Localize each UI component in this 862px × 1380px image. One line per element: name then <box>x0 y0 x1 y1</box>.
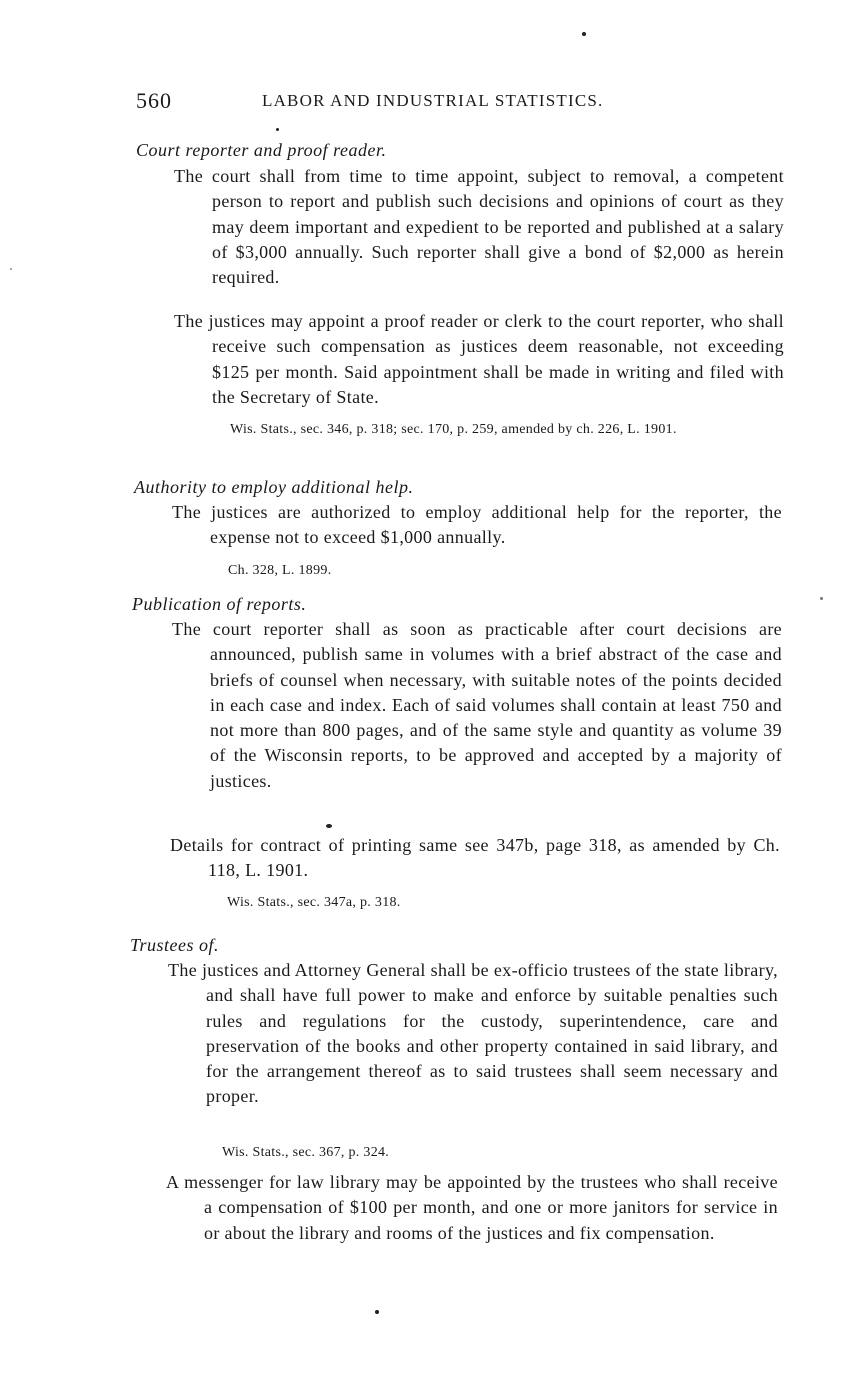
citation-court-reporter <box>230 420 786 439</box>
paragraph-printing-contract: Details for contract of printing same see 347b, page 318, as amended by Ch. 118, L. 1901. <box>170 835 780 881</box>
paragraph-proof-reader: The justices may appoint a proof reader or clerk to the court reporter, who shall receive such compensation as justices deem reasonable, not exceeding $125 per month. Said appointment shall be made in writing and filed with the Secretary of State. <box>174 311 784 407</box>
paragraph-publication: The court reporter shall as soon as practicable after court decisions are announced, publish same in volumes with a brief abstract of the case and briefs of counsel when necessary, with suitable notes of the points decided in each case and index. Each of said volumes shall contain at least 750 and not more than 800 pages, and of the same style and quantity as volume 39 of the Wisconsin reports, to be approved and accepted by a majority of justices. <box>172 619 782 791</box>
paragraph-additional-help: The justices are authorized to employ additional help for the reporter, the expense not to exceed $1,000 annually. <box>172 502 782 548</box>
scan-speck <box>820 597 823 600</box>
scan-speck <box>276 128 279 131</box>
section-title-additional-help: Authority to employ additional help. <box>134 477 414 497</box>
section-title-court-reporter: Court reporter and proof reader. <box>136 140 387 160</box>
scan-speck <box>582 32 586 36</box>
page-number: 560 <box>136 88 172 113</box>
paragraph-reporter-appointment: The court shall from time to time appoint, subject to removal, a competent person to report and publish such decisions and opinions of court as they may deem important and expedient to be reported and published at a salary of $3,000 annually. Such reporter shall give a bond of $2,000 as herein required. <box>174 166 784 288</box>
section-title-publication: Publication of reports. <box>132 594 307 614</box>
citation-trustees: Wis. Stats., sec. 367, p. 324. <box>222 1145 390 1160</box>
citation-text: Wis. Stats., sec. 346, p. 318; sec. 170, p. 259, amended by ch. 226, L. 1901. <box>230 422 677 437</box>
citation-additional-help: Ch. 328, L. 1899. <box>228 563 332 578</box>
section-title-trustees: Trustees of. <box>130 935 220 955</box>
scan-speck <box>10 268 12 270</box>
paragraph-messenger: A messenger for law library may be appointed by the trustees who shall receive a compensation of $100 per month, and one or more janitors for service in or about the library and rooms of the justices and fix compensation. <box>166 1172 778 1243</box>
paragraph-trustees: The justices and Attorney General shall be ex-officio trustees of the state library, and shall have full power to make and enforce by suitable penalties such rules and regulations for the custody, superintendence, care and preservation of the books and other property contained in said library, and for the arrangement thereof as to said trustees shall seem necessary and proper. <box>168 960 778 1107</box>
page-header <box>136 88 786 118</box>
citation-publication: Wis. Stats., sec. 347a, p. 318. <box>227 895 401 910</box>
scan-speck <box>375 1310 379 1314</box>
scan-speck <box>326 824 332 828</box>
running-head: LABOR AND INDUSTRIAL STATISTICS. <box>262 91 604 110</box>
